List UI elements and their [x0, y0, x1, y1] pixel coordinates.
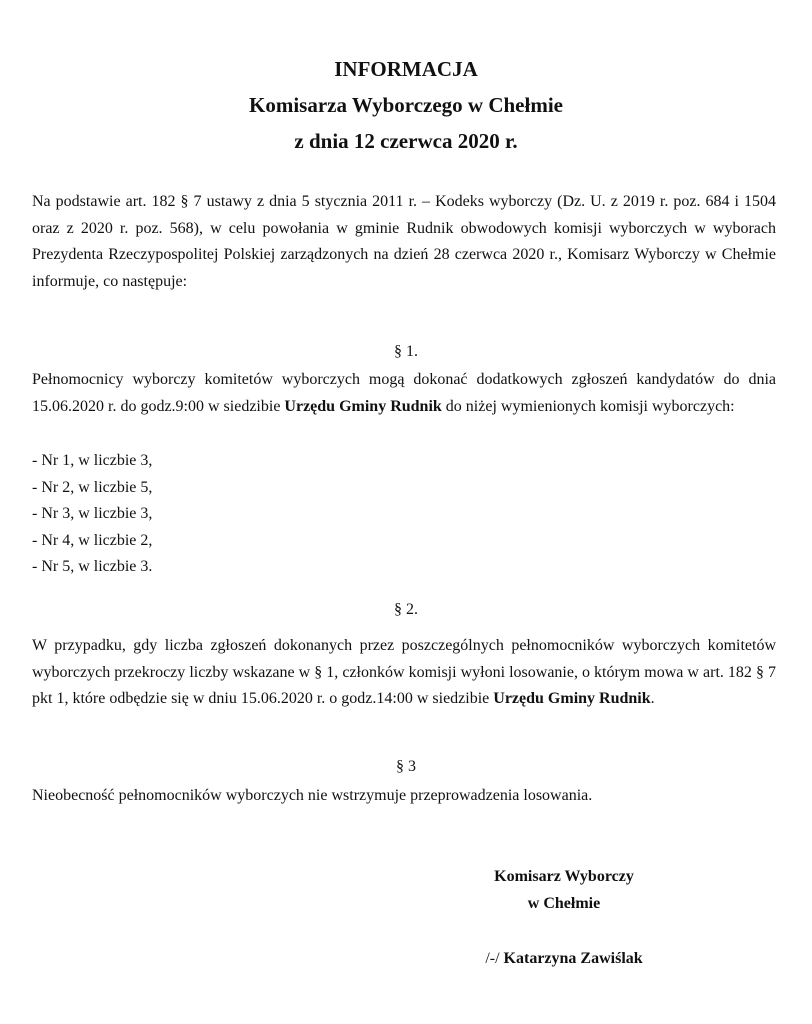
list-item: - Nr 4, w liczbie 2,	[32, 531, 153, 549]
commission-list	[32, 448, 152, 581]
list-item: - Nr 3, w liczbie 3,	[32, 505, 153, 522]
section-2-heading: § 2.	[394, 601, 418, 618]
document-title: INFORMACJA	[334, 57, 478, 81]
document-date: z dnia 12 czerwca 2020 r.	[294, 129, 518, 153]
signature-name: Katarzyna Zawiślak	[503, 950, 643, 967]
section-1-office-name: Urzędu Gminy Rudnik	[284, 397, 442, 415]
list-item: - Nr 2, w liczbie 5,	[32, 478, 153, 496]
signature-role: Komisarz Wyborczy	[494, 868, 634, 885]
signature-place: w Chełmie	[527, 895, 601, 912]
intro-paragraph: Na podstawie art. 182 § 7 ustawy z dnia 5 stycznia 2011 r. – Kodeks wyborczy (Dz. U. z 2019 r. poz. 684 i 1504 oraz z 2020 r. poz. 568), w celu powołania w gminie Rudnik obwodowych komisji wyborczych w wyborach Prezydenta Rzeczypospolitej Polskiej zarządzonych na dzień 28 czerwca 2020 r., Komisarz Wyborczy w Chełmie informuje, co następuje:	[32, 193, 776, 290]
section-1-text-before: Pełnomocnicy wyborczy komitetów wyborczych mogą dokonać dodatkowych zgłoszeń kandydatów do dnia 15.06.2020 r. do godz.9:00 w siedzibie	[32, 371, 776, 415]
section-3-heading: § 3	[396, 758, 416, 775]
section-2-paragraph	[32, 633, 776, 713]
section-3-paragraph: Nieobecność pełnomocników wyborczych nie wstrzymuje przeprowadzenia losowania.	[32, 787, 593, 804]
list-item: - Nr 5, w liczbie 3.	[32, 558, 153, 575]
section-1-heading: § 1.	[394, 343, 418, 360]
document-subtitle: Komisarza Wyborczego w Chełmie	[249, 93, 563, 117]
section-2-office-name: Urzędu Gminy Rudnik	[493, 690, 651, 707]
section-2-text-before: W przypadku, gdy liczba zgłoszeń dokonanych przez poszczególnych pełnomocników wyborczych komitetów wyborczych przekroczy liczby wskazane w § 1, członków komisji wyłoni losowanie, o którym mowa w art. 182 § 7 pkt 1, które odbędzie się w dniu 15.06.2020 r. o godz.14:00 w siedzibie	[32, 637, 776, 707]
signature-line	[460, 947, 668, 971]
section-1-paragraph	[32, 367, 776, 420]
section-2-text-after: .	[650, 690, 655, 707]
signature-prefix: /-/	[485, 950, 500, 967]
section-1-text-after: do niżej wymienionych komisji wyborczych:	[441, 397, 735, 415]
list-item: - Nr 1, w liczbie 3,	[32, 452, 153, 469]
